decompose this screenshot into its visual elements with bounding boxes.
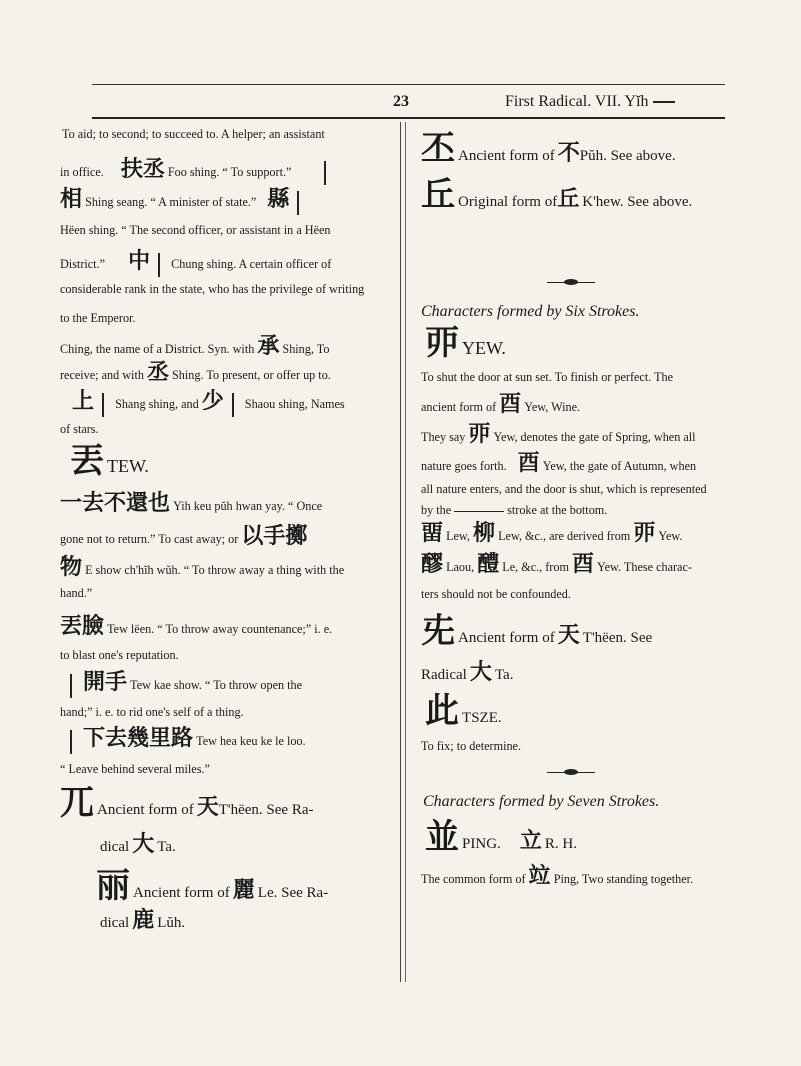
text-fragment: Chung shing. A certain officer of <box>171 257 332 271</box>
text-fragment: Ancient form of <box>458 148 555 164</box>
section-heading: Characters formed by Six Strokes. <box>421 303 640 320</box>
text-fragment: Ta. <box>157 839 176 855</box>
text-line: to blast one's reputation. <box>60 648 179 662</box>
text-fragment: They say <box>421 430 466 444</box>
text-fragment: Ancient form of <box>133 885 230 901</box>
headword-character: 丣 <box>425 323 459 363</box>
text-line: all nature enters, and the door is shut, which is represented <box>421 482 707 496</box>
headword-romanization: TSZE. <box>462 710 502 726</box>
text-fragment: Ancient form of <box>458 630 555 646</box>
text-fragment: in office. <box>60 165 104 179</box>
text-fragment: ancient form of <box>421 400 497 414</box>
entry-heading <box>60 783 314 823</box>
headword-romanization: TEW. <box>107 456 149 476</box>
chinese-character: 扶 <box>120 157 143 182</box>
text-line <box>100 834 176 856</box>
text-line <box>60 526 307 548</box>
text-fragment: T'hëen. See Ra- <box>218 802 314 818</box>
text-fragment: Ta. <box>494 667 514 683</box>
chinese-phrase: 以手擲 <box>241 524 308 549</box>
text-line: of stars. <box>60 422 99 436</box>
text-fragment: Yih keu pŭh hwan yay. “ Once <box>173 499 323 513</box>
text-line <box>421 424 696 446</box>
headword-character: 丘 <box>421 175 455 215</box>
text-fragment: Shing. To present, or offer up to. <box>172 368 331 382</box>
text-fragment: T'hëen. See <box>582 630 653 646</box>
text-fragment: K'hew. See above. <box>582 194 693 210</box>
text-line: “ Leave behind several miles.” <box>60 762 210 776</box>
chinese-character: 酉 <box>571 552 594 577</box>
text-line <box>60 391 345 417</box>
chinese-character: 麗 <box>232 878 255 903</box>
entry-heading <box>70 441 149 481</box>
headword-character: 丽 <box>96 866 130 906</box>
text-fragment: Yew, Wine. <box>524 400 581 414</box>
headword-character: 丟 <box>70 441 104 481</box>
chinese-character: 丞 <box>142 157 165 182</box>
chinese-character: 丣 <box>468 422 491 447</box>
text-fragment: Le. See Ra- <box>257 885 329 901</box>
text-line <box>60 557 344 579</box>
entry-heading <box>425 323 506 363</box>
text-fragment: stroke at the bottom. <box>507 503 608 517</box>
text-fragment: Laou, <box>446 560 475 574</box>
chinese-character: 丞 <box>146 360 169 385</box>
header-rule <box>92 117 725 119</box>
text-fragment: Yew, denotes the gate of Spring, when all <box>493 430 696 444</box>
chinese-character: 天 <box>196 795 219 820</box>
text-fragment: Shing, To <box>282 342 330 356</box>
text-fragment: Ping, Two standing together. <box>553 872 694 886</box>
text-line <box>60 493 322 515</box>
headword-character: 兀 <box>60 783 94 823</box>
entry-heading <box>421 611 653 651</box>
entry-heading <box>421 129 676 169</box>
chinese-character: 少 <box>201 389 224 414</box>
chinese-character: 上 <box>72 389 95 414</box>
chinese-character: 醴 <box>477 552 500 577</box>
text-line: considerable rank in the state, who has the privilege of writing <box>60 282 365 296</box>
text-line <box>421 523 682 545</box>
headword-romanization: YEW. <box>462 338 506 358</box>
text-line <box>421 554 692 576</box>
text-line <box>421 504 607 516</box>
text-line: hand.” <box>60 586 93 600</box>
chinese-character: 丘 <box>557 187 580 212</box>
chinese-character: 大 <box>132 832 155 857</box>
text-fragment: Le, &c., from <box>502 560 569 574</box>
headword-romanization: PING. <box>462 836 501 852</box>
text-fragment: E show ch'hĭh wŭh. “ To throw away a thing with the <box>85 563 345 577</box>
text-fragment: Yew. These charac- <box>597 560 692 574</box>
text-line: To shut the door at sun set. To finish or perfect. The <box>421 370 674 384</box>
section-ornament <box>547 772 595 776</box>
text-fragment: Shang shing, and <box>115 397 199 411</box>
chinese-character: 大 <box>469 660 492 685</box>
headword-character: 丕 <box>421 129 455 169</box>
top-rule <box>92 84 725 85</box>
chinese-character: 縣 <box>267 187 290 212</box>
chinese-phrase: 開手 <box>83 670 128 695</box>
running-title: First Radical. VII. Yĭh <box>505 93 675 111</box>
entry-heading <box>96 866 329 906</box>
chinese-character: 畱 <box>421 521 444 546</box>
text-fragment: Tew lëen. “ To throw away countenance;” i. e. <box>107 622 333 636</box>
chinese-character: 立 <box>519 829 542 854</box>
text-line: to the Emperor. <box>60 311 136 325</box>
chinese-phrase: 丟臉 <box>60 614 105 639</box>
headword-character: 並 <box>425 817 459 857</box>
text-fragment: Foo shing. “ To support.” <box>167 165 292 179</box>
chinese-character: 丣 <box>633 521 656 546</box>
running-header <box>0 93 801 119</box>
entry-heading <box>425 691 502 731</box>
text-fragment: District.” <box>60 257 106 271</box>
chinese-phrase: 一去不還也 <box>60 491 171 516</box>
text-fragment: Shaou shing, Names <box>244 397 345 411</box>
text-line <box>60 251 331 277</box>
text-fragment: Lew, <box>446 529 470 543</box>
entry-heading <box>421 175 693 215</box>
text-line <box>421 453 696 475</box>
text-fragment: R. H. <box>544 836 578 852</box>
chinese-character: 醪 <box>421 552 444 577</box>
text-line: ters should not be confounded. <box>421 587 571 601</box>
chinese-character: 中 <box>128 249 151 274</box>
text-fragment: dical <box>100 839 130 855</box>
text-fragment: Radical <box>421 667 467 683</box>
text-fragment: Shing seang. “ A minister of state.” <box>85 195 257 209</box>
text-fragment: Pŭh. See above. <box>579 148 676 164</box>
entry-heading <box>425 817 578 857</box>
chinese-character: 不 <box>557 141 580 166</box>
page-number: 23 <box>393 93 409 110</box>
text-line <box>60 336 329 358</box>
text-fragment: Tew kae show. “ To throw open the <box>130 678 303 692</box>
text-fragment: by the <box>421 503 452 517</box>
chinese-character: 酉 <box>499 392 522 417</box>
text-line <box>60 159 334 185</box>
text-fragment: Lew, &c., are derived from <box>498 529 631 543</box>
chinese-character: 相 <box>60 187 83 212</box>
chinese-character: 天 <box>557 623 580 648</box>
chinese-character: 竝 <box>528 864 551 889</box>
text-fragment: gone not to return.” To cast away; or <box>60 532 239 546</box>
chinese-character: 承 <box>257 334 280 359</box>
text-fragment: Original form of <box>458 194 558 210</box>
text-line: hand;” i. e. to rid one's self of a thing. <box>60 705 244 719</box>
text-fragment: The common form of <box>421 872 526 886</box>
text-fragment: Ancient form of <box>97 802 194 818</box>
text-line <box>60 189 307 215</box>
chinese-character: 物 <box>60 555 83 580</box>
column-divider-inner <box>405 122 406 982</box>
headword-character: 兂 <box>421 611 455 651</box>
text-fragment: Ching, the name of a District. Syn. with <box>60 342 255 356</box>
text-line <box>60 362 331 384</box>
text-line <box>421 662 513 684</box>
text-fragment: Yew, the gate of Autumn, when <box>542 459 697 473</box>
chinese-character: 柳 <box>473 521 496 546</box>
text-line <box>421 394 580 416</box>
headword-character: 此 <box>425 691 459 731</box>
text-line <box>70 672 302 698</box>
text-fragment: Yew. <box>658 529 683 543</box>
section-heading: Characters formed by Seven Strokes. <box>423 793 660 810</box>
text-fragment: nature goes forth. <box>421 459 507 473</box>
text-fragment: receive; and with <box>60 368 144 382</box>
text-line <box>421 866 693 888</box>
chinese-character: 鹿 <box>132 908 155 933</box>
text-line: To aid; to second; to succeed to. A helper; an assistant <box>62 127 325 141</box>
text-fragment: dical <box>100 915 130 931</box>
text-line <box>60 616 332 638</box>
chinese-phrase: 下去幾里路 <box>83 726 194 751</box>
text-fragment: Tew hea keu ke le loo. <box>196 734 306 748</box>
text-line: To fix; to determine. <box>421 739 522 753</box>
text-line <box>100 910 185 932</box>
text-line: Hëen shing. “ The second officer, or assistant in a Hëen <box>60 223 331 237</box>
chinese-character: 酉 <box>517 451 540 476</box>
text-fragment: Lŭh. <box>157 915 186 931</box>
text-line <box>70 728 306 754</box>
section-ornament <box>547 282 595 286</box>
column-divider <box>400 122 401 982</box>
